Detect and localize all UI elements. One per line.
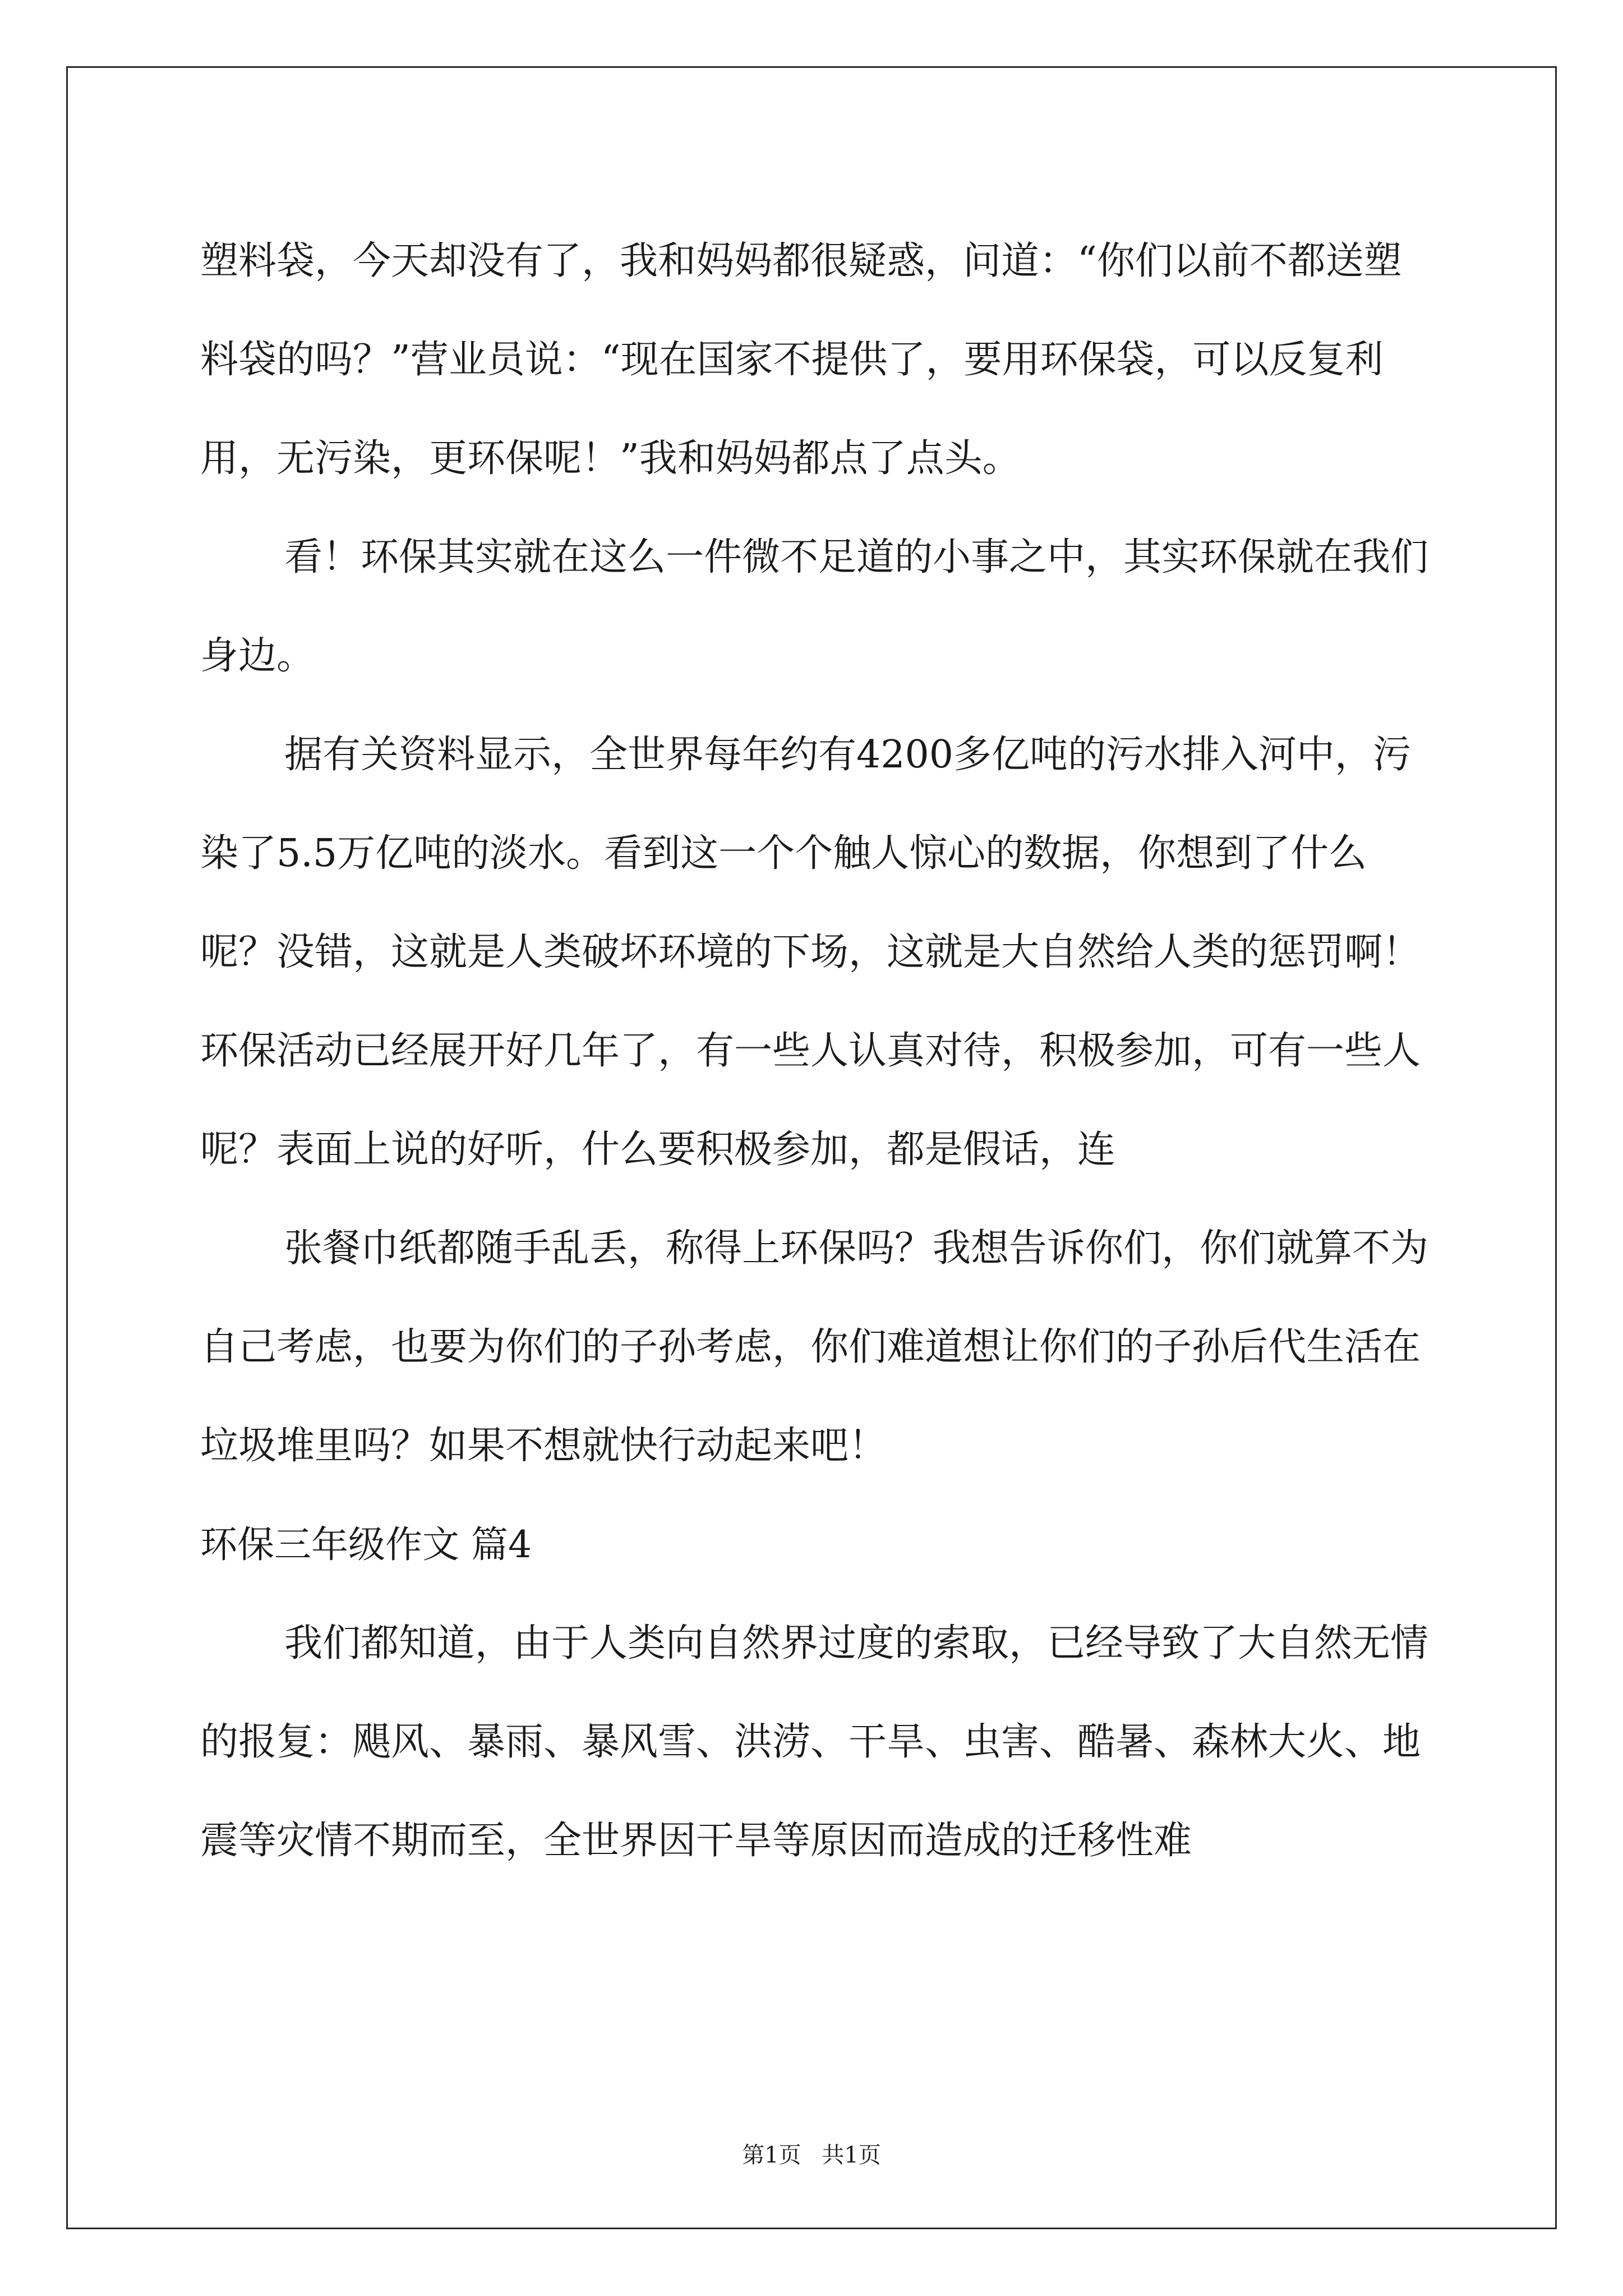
- document-body: [200, 212, 1428, 1890]
- page-footer: [0, 2137, 1623, 2169]
- total-pages-label: 共1页: [822, 2142, 881, 2168]
- paragraph-3: 据有关资料显示，全世界每年约有4200多亿吨的污水排入河中，污染了5.5万亿吨的淡水。看到这一个个触人惊心的数据，你想到了什么呢？没错，这就是人类破坏环境的下场，这就是大自然给人类的惩罚啊！环保活动已经展开好几年了，有一些人认真对待，积极参加，可有一些人呢？表面上说的好听，什么要积极参加，都是假话，连: [200, 733, 1421, 1172]
- section-heading: 环保三年级作文 篇4: [200, 1523, 532, 1566]
- paragraph-5: 我们都知道，由于人类向自然界过度的索取，已经导致了大自然无情的报复：飓风、暴雨、暴风雪、洪涝、干旱、虫害、酷暑、森林大火、地震等灾情不期而至，全世界因干旱等原因而造成的迁移性难: [200, 1621, 1429, 1863]
- paragraph-4: 张餐巾纸都随手乱丢，称得上环保吗？我想告诉你们，你们就算不为自己考虑，也要为你们的子孙考虑，你们难道想让你们的子孙后代生活在垃圾堆里吗？如果不想就快行动起来吧！: [200, 1226, 1429, 1468]
- paragraph-2: 看！环保其实就在这么一件微不足道的小事之中，其实环保就在我们身边。: [200, 535, 1429, 678]
- paragraph-1: 塑料袋，今天却没有了，我和妈妈都很疑惑，问道：“你们以前不都送塑料袋的吗？”营业员说：“现在国家不提供了，要用环保袋，可以反复利用，无污染，更环保呢！”我和妈妈都点了点头。: [200, 239, 1402, 481]
- current-page-label: 第1页: [742, 2142, 801, 2168]
